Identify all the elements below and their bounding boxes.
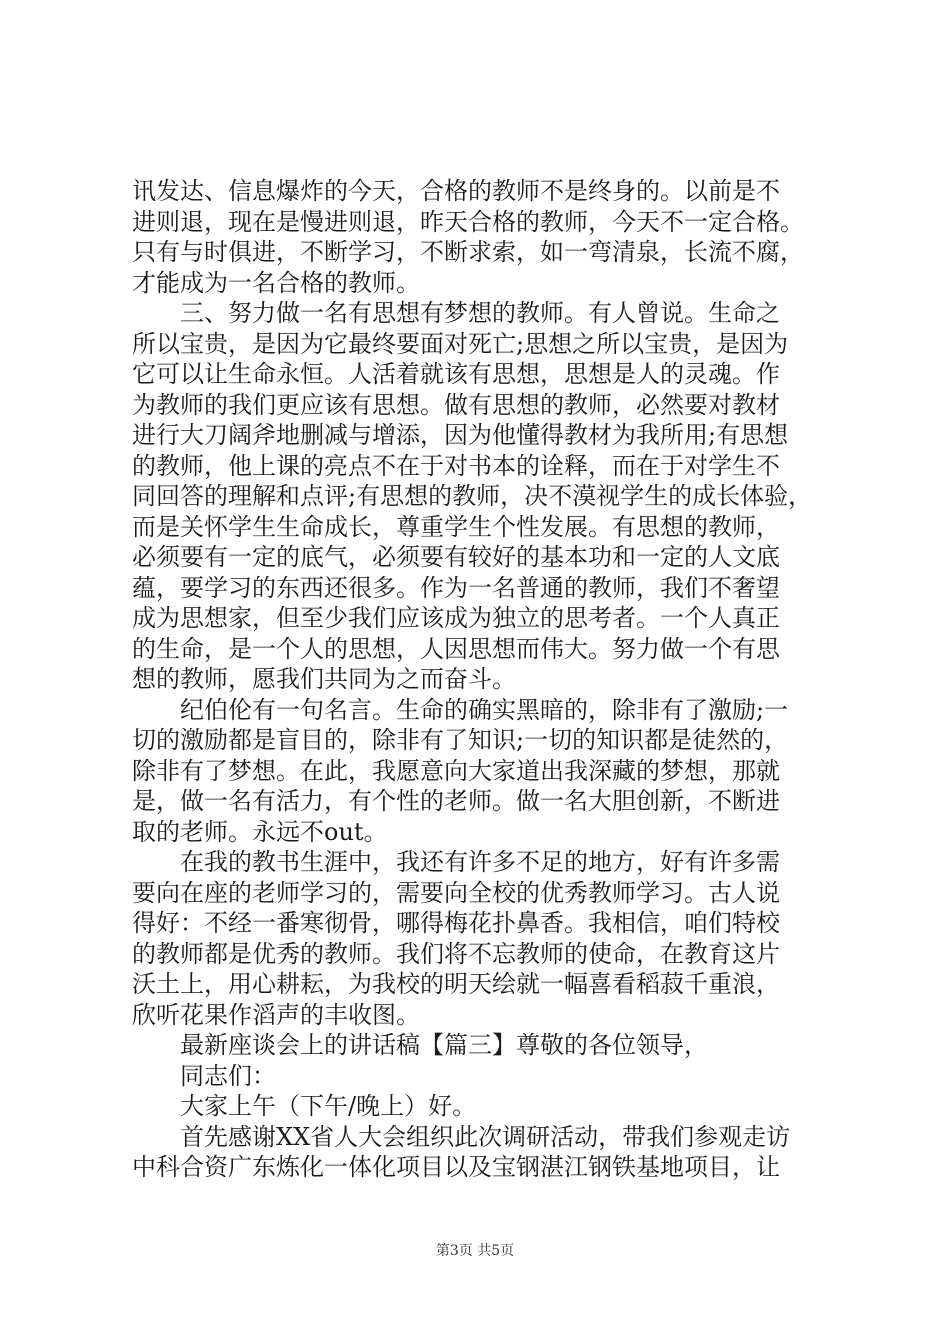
text-line: 除非有了梦想。在此，我愿意向大家道出我深藏的梦想，那就: [132, 756, 780, 785]
document-body: [132, 176, 832, 1183]
text-line: 进则退，现在是慢进则退，昨天合格的教师，今天不一定合格。: [132, 207, 804, 236]
text-line: 进行大刀阔斧地删减与增添，因为他懂得教材为我所用;有思想: [132, 421, 789, 449]
page-footer: 第3页 共5页: [435, 1243, 515, 1259]
text-line: 沃土上，用心耕耘，为我校的明天绘就一幅喜看稻菽千重浪，: [132, 970, 780, 998]
text-line: 只有与时俱进，不断学习，不断求索，如一弯清泉，长流不腐，: [132, 238, 804, 266]
text-line: 所以宝贵，是因为它最终要面对死亡;思想之所以宝贵，是因为: [132, 329, 789, 358]
text-line: 同回答的理解和点评;有思想的教师，决不漠视学生的成长体验，: [132, 482, 813, 510]
text-line: 欣听花果作滔声的丰收图。: [132, 1000, 420, 1029]
text-line: 而是关怀学生生命成长，尊重学生个性发展。有思想的教师，: [132, 512, 780, 541]
text-line: 切的激励都是盲目的，除非有了知识;一切的知识都是徒然的，: [132, 726, 789, 754]
text-line: 在我的教书生涯中，我还有许多不足的地方，好有许多需: [180, 848, 780, 876]
text-line: 它可以让生命永恒。人活着就该有思想，思想是人的灵魂。作: [132, 360, 780, 388]
text-line: 成为思想家，但至少我们应该成为独立的思考者。一个人真正: [132, 604, 780, 632]
text-line: 蕴，要学习的东西还很多。作为一名普通的教师，我们不奢望: [132, 573, 780, 602]
text-line: 要向在座的老师学习的，需要向全校的优秀教师学习。古人说: [132, 878, 780, 907]
text-line: 才能成为一名合格的教师。: [132, 268, 420, 297]
text-line: 的生命，是一个人的思想，人因思想而伟大。努力做一个有思: [132, 634, 780, 663]
text-line: 为教师的我们更应该有思想。做有思想的教师，必然要对教材: [132, 390, 780, 419]
text-line: 想的教师，愿我们共同为之而奋斗。: [132, 665, 516, 693]
text-line: 中科合资广东炼化一体化项目以及宝钢湛江钢铁基地项目，让: [132, 1153, 780, 1181]
text-line: 大家上午（下午/晚上）好。: [180, 1092, 477, 1120]
text-line: 同志们：: [180, 1061, 276, 1090]
text-line: 纪伯伦有一句名言。生命的确实黑暗的，除非有了激励;一: [180, 695, 789, 724]
text-line: 的教师，他上课的亮点不在于对书本的诠释，而在于对学生不: [132, 451, 780, 480]
text-line: 是，做一名有活力，有个性的老师。做一名大胆创新，不断进: [132, 787, 780, 815]
text-line: 最新座谈会上的讲话稿【篇三】尊敬的各位领导，: [180, 1031, 708, 1059]
text-line: 必须要有一定的底气，必须要有较好的基本功和一定的人文底: [132, 543, 780, 571]
text-line: 三、努力做一名有思想有梦想的教师。有人曾说。生命之: [180, 299, 780, 327]
text-line: 的教师都是优秀的教师。我们将不忘教师的使命，在教育这片: [132, 939, 780, 968]
text-line: 取的老师。永远不out。: [132, 817, 388, 846]
text-line: 讯发达、信息爆炸的今天，合格的教师不是终身的。以前是不: [132, 177, 780, 205]
text-line: 首先感谢XX省人大会组织此次调研活动，带我们参观走访: [180, 1122, 791, 1151]
text-line: 得好：不经一番寒彻骨，哪得梅花扑鼻香。我相信，咱们特校: [132, 909, 780, 937]
